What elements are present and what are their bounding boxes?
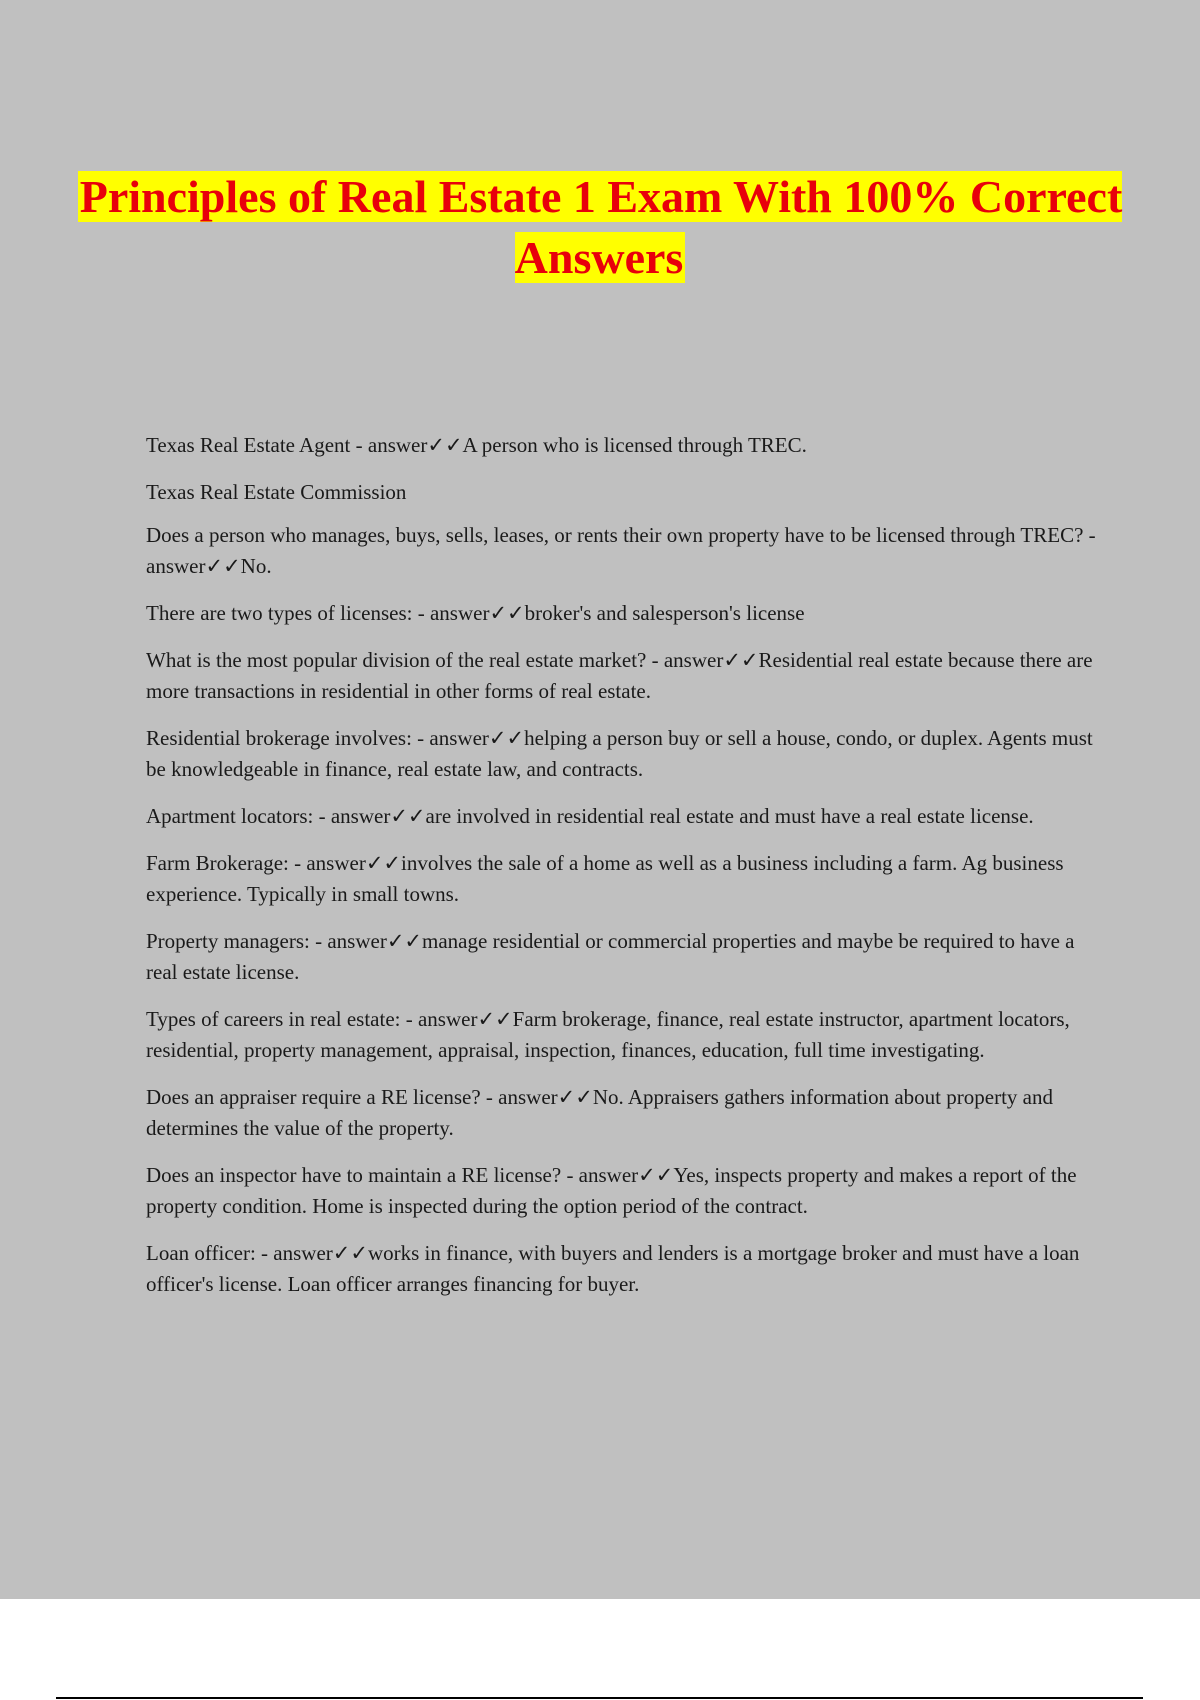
qa-item: Property managers: - answer✓✓manage residential or commercial properties and maybe be required to have a real estate license. [146,929,1075,984]
qa-item: Texas Real Estate Agent - answer✓✓A person who is licensed through TREC. [146,433,807,457]
qa-item: Does an appraiser require a RE license? - answer✓✓No. Appraisers gathers information about property and determines the value of the property. [146,1085,1053,1140]
footer-divider [56,1697,1143,1699]
qa-item: Loan officer: - answer✓✓works in finance, with buyers and lenders is a mortgage broker and must have a loan officer's license. Loan officer arranges financing for buyer. [146,1241,1080,1296]
qa-item: Types of careers in real estate: - answer✓✓Farm brokerage, finance, real estate instructor, apartment locators, residential, property management, appraisal, inspection, finances, education, full time investigating. [146,1007,1070,1062]
qa-item: There are two types of licenses: - answer✓✓broker's and salesperson's license [146,601,805,625]
qa-item: Does a person who manages, buys, sells, leases, or rents their own property have to be licensed through TREC? - answer✓✓No. [146,523,1096,578]
qa-item: Texas Real Estate Commission [146,480,407,504]
qa-item: Does an inspector have to maintain a RE license? - answer✓✓Yes, inspects property and makes a report of the property condition. Home is inspected during the option period of the contract. [146,1163,1077,1218]
qa-item: Residential brokerage involves: - answer✓✓helping a person buy or sell a house, condo, or duplex. Agents must be knowledgeable in finance, real estate law, and contracts. [146,726,1093,781]
document-title: Principles of Real Estate 1 Exam With 100% Correct Answers [79,171,1123,283]
title-block [0,166,1200,288]
qa-item: Farm Brokerage: - answer✓✓involves the sale of a home as well as a business including a farm. Ag business experience. Typically in small towns. [146,851,1064,906]
qa-item: Apartment locators: - answer✓✓are involved in residential real estate and must have a real estate license. [146,804,1034,828]
qa-item: What is the most popular division of the real estate market? - answer✓✓Residential real estate because there are more transactions in residential in other forms of real estate. [146,648,1093,703]
qa-list [146,430,1096,1316]
